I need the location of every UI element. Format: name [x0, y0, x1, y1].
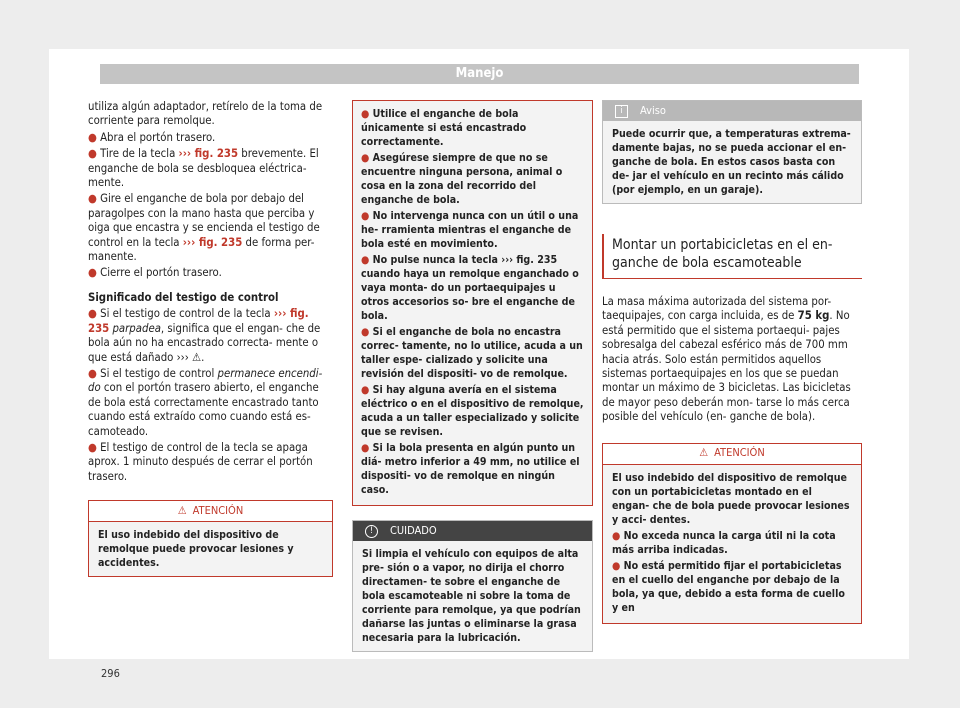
step-item: ● Gire el enganche de bola por debajo del paragolpes con la mano hasta que perciba y oiga que encastra y se encienda el testigo de control en la tecla ››› fig. 235 de forma per- manente. [88, 192, 320, 264]
page-number: 296 [101, 667, 120, 680]
bullet-icon: ● [361, 254, 370, 266]
intro-text: utiliza algún adaptador, retírelo de la toma de corriente para remolque. [88, 100, 323, 128]
bullet-icon: ● [361, 442, 370, 454]
bullet-icon: ● [361, 210, 370, 222]
warning-text: El uso indebido del dispositivo de remolque puede provocar lesiones y accidentes. [98, 529, 294, 570]
manual-page [49, 49, 909, 680]
warning-box [88, 500, 333, 577]
bullet-icon: ● [88, 440, 97, 454]
warning-item: ● No intervenga nunca con un útil o una he- rramienta mientras el enganche de bola esté en movimiento. [361, 210, 579, 250]
warning-item: ● Asegúrese siempre de que no se encuentre ninguna persona, animal o cosa en la zona del recorrido del enganche de bola. [361, 152, 563, 206]
bullet-icon: ● [361, 108, 370, 120]
page-header: Manejo [100, 64, 859, 84]
warning-item: ● Si el enganche de bola no encastra correc- tamente, no lo utilice, acuda a un taller espe- cializado y solicite una revisión del dispositi- vo de remolque. [361, 326, 583, 380]
bullet-icon: ● [361, 326, 370, 338]
warning-item: ● No está permitido fijar el portabicicletas en el cuello del enganche por debajo de la bola, ya que, debido a esta forma de cuello y en [612, 559, 845, 614]
bullet-icon: ● [88, 130, 97, 144]
warning-item: ● Si la bola presenta en algún punto un diá- metro inferior a 49 mm, no utilice el dispositi- vo de remolque en ningún caso. [361, 442, 580, 496]
warning-item: ● No pulse nunca la tecla ››› fig. 235 cuando haya un remolque enganchado o vaya monta- do un portaequipajes u otros accesorios so- bre el enganche de bola. [361, 254, 579, 322]
section-title: Montar un portabicicletas en el en- ganche de bola escamoteable [602, 234, 862, 279]
caution-box [352, 520, 593, 652]
info-circle-icon: ! [365, 525, 378, 538]
bullet-icon: ● [88, 366, 97, 380]
warning-item: ● Utilice el enganche de bola únicamente si está encastrado correctamente. [361, 108, 527, 148]
figure-link[interactable]: ››› fig. 235 [182, 235, 243, 249]
warning-icon: ⚠ [177, 503, 187, 517]
warning-box [602, 443, 862, 624]
bullet-icon: ● [361, 152, 370, 164]
warning-header: ⚠ ATENCIÓN [89, 501, 332, 522]
note-box [602, 100, 862, 204]
figure-link[interactable]: ››› fig. 235 [88, 307, 309, 335]
note-header: i Aviso [603, 101, 861, 121]
bullet-icon: ● [88, 307, 97, 321]
step-item: ● Cierre el portón trasero. [88, 266, 222, 280]
warning-continued-box [352, 100, 593, 506]
column-middle [352, 100, 593, 652]
body-text: La masa máxima autorizada del sistema por- taequipajes, con carga incluida, es de 75 kg. No está permitido que el sistema portaequi- pajes sobresalga del cabezal esférico más de 700 mm hacia atrás. Solo están permitidos aquellos sistemas portaequipajes en los que se puedan montar un máximo de 3 bicicletas. Las bicicletas de mayor peso deberán mon- tarse lo más cerca posible del vehículo (en- ganche de bola). [602, 295, 851, 424]
step-item: ● Tire de la tecla ››› fig. 235 brevemente. El enganche de bola se desbloquea eléctrica- mente. [88, 147, 319, 190]
bullet-icon: ● [612, 529, 621, 542]
indicator-item: ● El testigo de control de la tecla se apaga aprox. 1 minuto después de cerrar el portón trasero. [88, 440, 313, 483]
warning-item: ● Si hay alguna avería en el sistema eléctrico o en el dispositivo de remolque, acuda a un taller especializado y solicite que se revisen. [361, 384, 584, 438]
bullet-icon: ● [88, 147, 97, 161]
warning-item: ● No exceda nunca la carga útil ni la cota más arriba indicadas. [612, 529, 836, 556]
warning-icon: ⚠ [699, 446, 709, 460]
indicator-item: ● Si el testigo de control de la tecla ››› fig. 235 parpadea, significa que el engan- che de bola aún no ha encastrado correcta- mente o que está dañado ››› ⚠. [88, 307, 321, 364]
bullet-icon: ● [88, 192, 97, 206]
column-left [88, 100, 333, 577]
indicator-item: ● Si el testigo de control permanece encendi- do con el portón trasero abierto, el enganche de bola está correctamente encastrado tanto cuando está extraído como cuando está es- camoteado. [88, 366, 323, 438]
info-icon: i [615, 105, 628, 118]
warning-header: ⚠ ATENCIÓN [603, 444, 861, 465]
figure-link[interactable]: ››› fig. 235 [178, 147, 239, 161]
caution-text: Si limpia el vehículo con equipos de alta pre- sión o a vapor, no dirija el chorro directamen- te sobre el enganche de bola escamoteable ni sobre la toma de corriente para remolque, ya que podrían dañarse las juntas o eliminarse la grasa necesaria para la lubricación. [362, 548, 581, 644]
column-right [602, 100, 862, 624]
bullet-icon: ● [88, 266, 97, 280]
subtitle: Significado del testigo de control [88, 290, 279, 304]
note-text: Puede ocurrir que, a temperaturas extrema- damente bajas, no se pueda accionar el en- ganche de bola. En estos casos basta con de- jar el vehículo en un recinto más cálido (por ejemplo, en un garaje). [612, 128, 851, 196]
bullet-icon: ● [361, 384, 370, 396]
step-item: ● Abra el portón trasero. [88, 130, 216, 144]
warning-text: El uso indebido del dispositivo de remolque con un portabicicletas montado en el engan- che de bola puede provocar lesiones y acci- dentes. [612, 471, 850, 526]
bullet-icon: ● [612, 559, 621, 572]
caution-header: ! CUIDADO [353, 521, 592, 541]
